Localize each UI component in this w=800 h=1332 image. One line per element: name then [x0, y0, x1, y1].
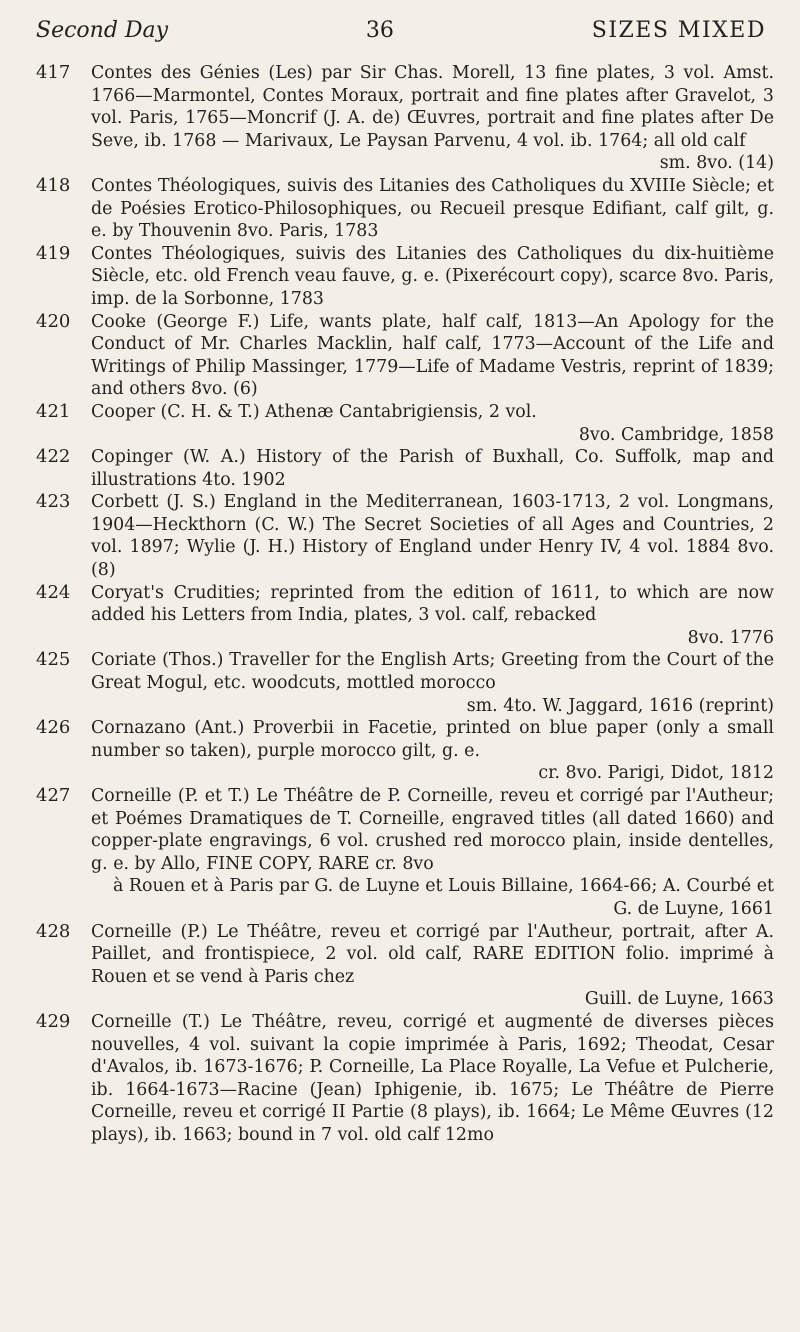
lot-imprint: sm. 8vo. (14)	[659, 153, 774, 174]
lot-description	[91, 175, 774, 243]
lot-description	[91, 243, 774, 311]
lot-number: 422	[36, 446, 71, 468]
lot-text: Corneille (T.) Le Théâtre, reveu, corrigé et augmenté de diverses pièces nouvelles, 4 vol. suivant la copie imprimée à Paris, 1692; Theodat, Cesar d'Avalos, ib. 1673-1676; P. Corneille, La Place Royalle, La Vefue et Pulcherie, ib. 1664-1673—Racine (Jean) Iphigenie, ib. 1675; Le Théâtre de Pierre Corneille, reveu et corrigé II Partie (8 plays), ib. 1664; Le Même Œuvres (12 plays), ib. 1663; bound in 7 vol. old calf 12mo	[91, 1011, 774, 1145]
lot-description	[91, 1011, 774, 1147]
lot-number: 424	[36, 581, 71, 603]
lot-imprint: à Rouen et à Paris par G. de Luyne et Louis Billaine, 1664-66; A. Courbé et G. de Luyne, 1661	[113, 876, 774, 919]
lot-text: Corneille (P. et T.) Le Théâtre de P. Corneille, reveu et corrigé par l'Autheur; et Poémes Dramatiques de T. Corneille, engraved titles (all dated 1660) and copper-plate engravings, 6 vol. crushed red morocco plain, inside dentelles, g. e. by Allo, FINE COPY, RARE cr. 8vo	[91, 786, 774, 874]
lot-number: 426	[36, 717, 71, 739]
lot-number: 429	[36, 1010, 71, 1032]
lot-description	[91, 62, 774, 175]
lot-text: Corneille (P.) Le Théâtre, reveu et corrigé par l'Autheur, portrait, after A. Paillet, and frontispiece, 2 vol. old calf, RARE EDITION folio. imprimé à Rouen et se vend à Paris chez	[91, 921, 774, 987]
lot-description	[91, 785, 774, 921]
lot-entry	[36, 401, 774, 446]
lot-imprint: Guill. de Luyne, 1663	[584, 989, 774, 1010]
lot-number: 418	[36, 174, 71, 196]
lot-number: 419	[36, 242, 71, 264]
lot-description	[91, 921, 774, 1011]
lot-description	[91, 401, 774, 446]
lot-text: Contes Théologiques, suivis des Litanies des Catholiques du XVIIIe Siècle; et de Poésies Erotico-Philosophiques, ou Recueil presque Edifiant, calf gilt, g. e. by Thouvenin 8vo. Paris, 1783	[91, 175, 774, 242]
lot-description	[91, 582, 774, 650]
lot-description	[91, 649, 774, 717]
lot-imprint: cr. 8vo. Parigi, Didot, 1812	[538, 763, 774, 784]
lot-entry	[36, 491, 774, 581]
lot-text: Contes des Génies (Les) par Sir Chas. Morell, 13 fine plates, 3 vol. Amst. 1766—Marmontel, Contes Moraux, portrait and fine plates after Gravelot, 3 vol. Paris, 1765—Moncrif (J. A. de) Œuvres, portrait and fine plates after De Seve, ib. 1768 — Marivaux, Le Paysan Parvenu, 4 vol. ib. 1764; all old calf	[91, 63, 774, 151]
lot-text: Coriate (Thos.) Traveller for the English Arts; Greeting from the Court of the Great Mogul, etc. woodcuts, mottled morocco	[91, 650, 774, 694]
lot-description	[91, 491, 774, 581]
lot-entry	[36, 785, 774, 921]
lot-entry	[36, 717, 774, 785]
header-section: SIZES MIXED	[591, 18, 766, 43]
lot-entry	[36, 582, 774, 650]
lot-list	[36, 62, 774, 1147]
page-header	[36, 18, 766, 48]
lot-entry	[36, 649, 774, 717]
lot-entry	[36, 243, 774, 311]
lot-description	[91, 446, 774, 491]
lot-entry	[36, 921, 774, 1011]
lot-number: 417	[36, 62, 71, 83]
lot-imprint: 8vo. Cambridge, 1858	[578, 424, 774, 445]
lot-description	[91, 311, 774, 401]
lot-entry	[36, 311, 774, 401]
lot-text: Corbett (J. S.) England in the Mediterranean, 1603-1713, 2 vol. Longmans, 1904—Heckthorn (C. W.) The Secret Societies of all Ages and Countries, 2 vol. 1897; Wylie (J. H.) History of England under Henry IV, 4 vol. 1884 8vo. (8)	[91, 492, 774, 581]
lot-text: Cornazano (Ant.) Proverbii in Facetie, printed on blue paper (only a small number so taken), purple morocco gilt, g. e.	[91, 718, 774, 761]
lot-number: 423	[36, 491, 71, 513]
lot-number: 421	[36, 400, 71, 422]
lot-text: Cooper (C. H. & T.) Athenæ Cantabrigiensis, 2 vol.	[91, 401, 537, 422]
lot-imprint: 8vo. 1776	[687, 627, 774, 648]
lot-text: Contes Théologiques, suivis des Litanies des Catholiques du dix-huitième Siècle, etc. old French veau fauve, g. e. (Pixerécourt copy), scarce 8vo. Paris, imp. de la Sorbonne, 1783	[91, 243, 774, 309]
lot-number: 428	[36, 920, 71, 942]
lot-description	[91, 717, 774, 785]
lot-imprint: sm. 4to. W. Jaggard, 1616 (reprint)	[466, 695, 774, 716]
lot-number: 427	[36, 785, 71, 806]
lot-text: Copinger (W. A.) History of the Parish of Buxhall, Co. Suffolk, map and illustrations 4to. 1902	[91, 447, 774, 490]
lot-number: 425	[36, 649, 71, 671]
header-day: Second Day	[36, 18, 169, 43]
page-number: 36	[365, 18, 394, 43]
lot-entry	[36, 62, 774, 175]
lot-entry	[36, 1011, 774, 1147]
lot-text: Coryat's Crudities; reprinted from the edition of 1611, to which are now added his Letters from India, plates, 3 vol. calf, rebacked	[91, 582, 774, 626]
lot-text: Cooke (George F.) Life, wants plate, half calf, 1813—An Apology for the Conduct of Mr. Charles Macklin, half calf, 1773—Account of the Life and Writings of Philip Massinger, 1779—Life of Madame Vestris, reprint of 1839; and others 8vo. (6)	[91, 311, 774, 400]
lot-entry	[36, 446, 774, 491]
lot-entry	[36, 175, 774, 243]
lot-number: 420	[36, 310, 71, 332]
